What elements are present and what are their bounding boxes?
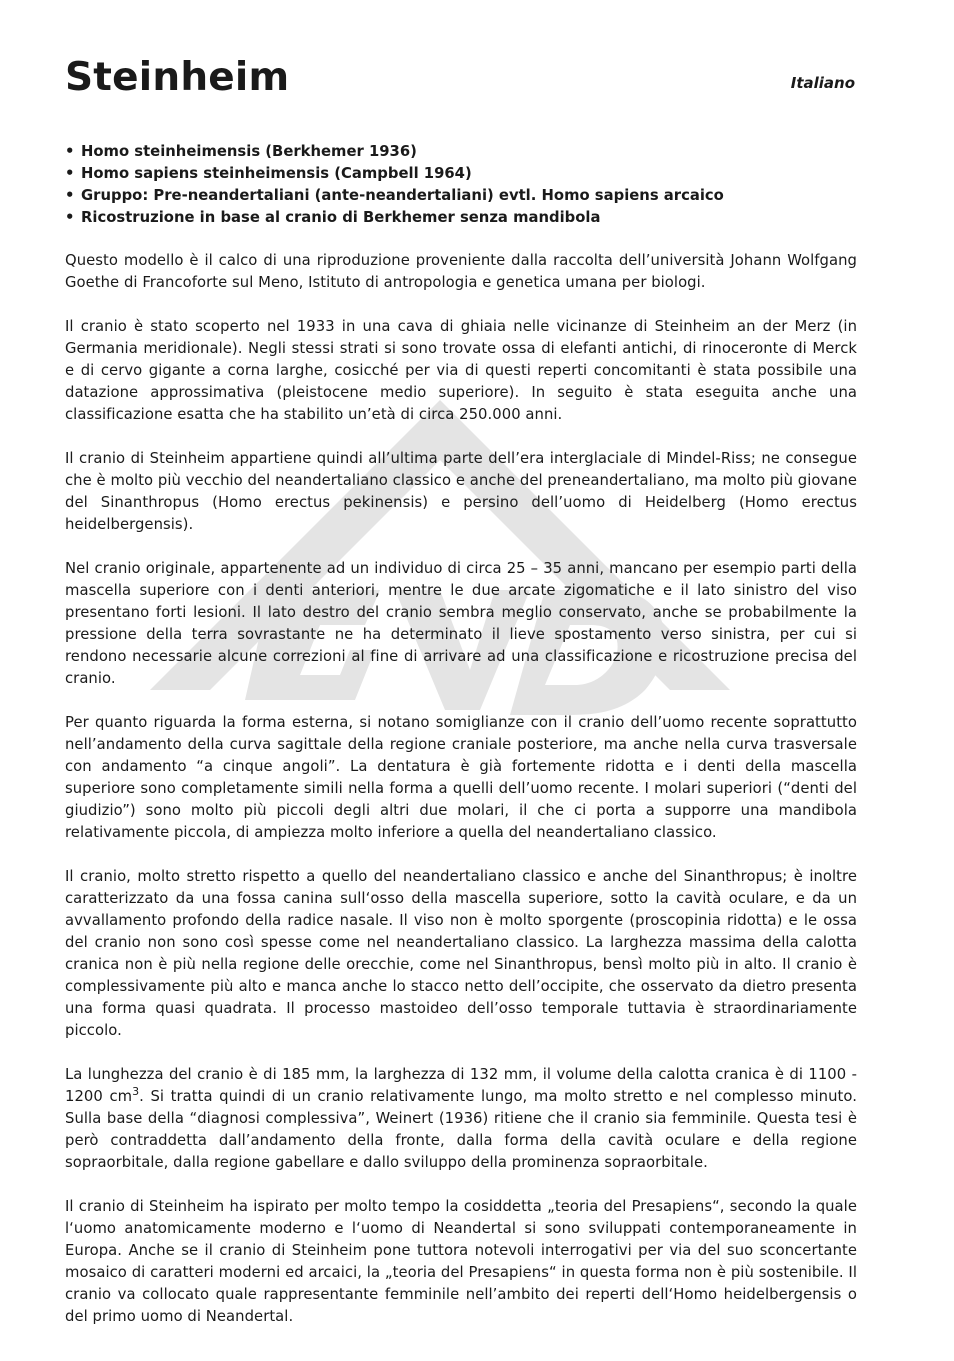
paragraph-discovery: Il cranio è stato scoperto nel 1933 in una cava di ghiaia nelle vicinanze di Steinheim an der Merz (in Germania meridionale). Negli stessi strati si sono trovate ossa di elefanti antichi, di rinoceronte di Merck e di cervo gigante a corna larghe, cosicché per via di questi reperti concomitanti è stata possibile una datazione approssimativa (pleistocene medio superiore). In seguito è stata eseguita anche una classificazione esatta che ha stabilito un’età di circa 250.000 anni. xyxy=(65,318,857,423)
list-item-text: Homo steinheimensis (Berkhemer 1936) xyxy=(81,143,417,160)
paragraph-dating: Il cranio di Steinheim appartiene quindi all’ultima parte dell’era interglaciale di Mindel-Riss; ne consegue che è molto più vecchio del neandertaliano classico e anche del preneandertaliano, ma molto più giovane del Sinanthropus (Homo erectus pekinensis) e persino dell’uomo di Heidelberg (Homo erectus heidelbergensis). xyxy=(65,450,857,533)
list-item xyxy=(65,163,857,185)
list-item xyxy=(65,141,857,163)
paragraph-condition: Nel cranio originale, appartenente ad un individuo di circa 25 – 35 anni, mancano per esempio parti della mascella superiore con i denti anteriori, mentre le due arcate zigomatiche e il lato sinistro del viso presentano forti lesioni. Il lato destro del cranio sembra meglio conservato, anche se probabilmente la pressione della terra sovrastante ne ha determinato il lieve spostamento verso sinistra, per cui si rendono necessarie alcune correzioni al fine di arrivare ad una classificazione e ricostruzione precisa del cranio. xyxy=(65,560,857,687)
paragraph-origin: Questo modello è il calco di una riproduzione proveniente dalla raccolta dell’università Johann Wolfgang Goethe di Francoforte sul Meno, Istituto di antropologia e genetica umana per biologi. xyxy=(65,252,857,291)
list-item xyxy=(65,185,857,207)
page-title: Steinheim xyxy=(65,55,290,100)
summary-list xyxy=(65,141,857,229)
list-item xyxy=(65,207,857,229)
paragraph-skull-features: Il cranio, molto stretto rispetto a quello del neandertaliano classico e anche del Sinanthropus; è inoltre caratterizzato da una fossa canina sull‘osso della mascella superiore, sotto la cavità oculare, e da un avvallamento profondo della radice nasale. Il viso non è molto sporgente (proscopinia ridotta) e le ossa del cranio non sono così spesse come nel neandertaliano classico. La larghezza massima della calotta cranica non è più nella regione delle orecchie, come nel Sinanthropus, bensì molto più in alto. Il cranio è complessivamente più alto e manca anche lo stacco netto dell’occipite, che osservato da dietro presenta una forma quasi quadrata. Il processo mastoideo dell’osso temporale tuttavia è straordinariamente piccolo. xyxy=(65,868,857,1039)
list-item-text: Homo sapiens steinheimensis (Campbell 1964) xyxy=(81,165,472,182)
language-label: Italiano xyxy=(790,74,855,92)
list-item-text: Gruppo: Pre-neandertaliani (ante-neandertaliani) evtl. Homo sapiens arcaico xyxy=(81,187,724,204)
bullet-icon: • xyxy=(65,143,75,160)
measurement-text-start: La lunghezza del cranio è di 185 mm, la larghezza di 132 mm, il volume della calotta cranica è di 1100 - 1200 cm xyxy=(65,1066,857,1105)
paragraph-measurements xyxy=(65,1064,857,1174)
bullet-icon: • xyxy=(65,187,75,204)
document-body xyxy=(65,141,857,1350)
page-header xyxy=(65,54,855,104)
list-item-text: Ricostruzione in base al cranio di Berkhemer senza mandibola xyxy=(81,209,601,226)
paragraph-presapiens-theory: Il cranio di Steinheim ha ispirato per molto tempo la cosiddetta „teoria del Presapiens“, secondo la quale l‘uomo anatomicamente moderno e l‘uomo di Neandertal si sono sviluppati contemporaneamente in Europa. Anche se il cranio di Steinheim pone tuttora notevoli interrogativi per via del suo sconcertante mosaico di caratteri moderni ed arcaici, la „teoria del Presapiens“ in questa forma non è più sostenibile. Il cranio va collocato quale rappresentante femminile nell’ambito dei reperti dell‘Homo heidelbergensis o del primo uomo di Neandertal. xyxy=(65,1198,857,1325)
bullet-icon: • xyxy=(65,209,75,226)
paragraph-morphology: Per quanto riguarda la forma esterna, si notano somiglianze con il cranio dell’uomo recente soprattutto nell’andamento della curva sagittale della regione craniale posteriore, ma anche nella curva trasversale con andamento “a cinque angoli”. La dentatura è già fortemente ridotta e i denti della mascella superiore sono completamente simili nella forma a quelli dell’uomo recente. I molari superiori (“denti del giudizio”) sono molto più piccoli degli altri due molari, il che ci porta a supporre una mandibola relativamente piccola, di ampiezza molto inferiore a quella del neandertaliano classico. xyxy=(65,714,857,841)
measurement-text-end: . Si tratta quindi di un cranio relativamente lungo, ma molto stretto e nel complesso minuto. Sulla base della “diagnosi complessiva”, Weinert (1936) ritiene che il cranio sia femminile. Questa tesi è però contraddetta dall’andamento della fronte, dalla forma della cavità oculare e della regione sopraorbitale, dalla regione gabellare e dallo sviluppo della prominenza sopraorbitale. xyxy=(65,1088,857,1171)
bullet-icon: • xyxy=(65,165,75,182)
superscript-exponent: 3 xyxy=(132,1085,140,1099)
